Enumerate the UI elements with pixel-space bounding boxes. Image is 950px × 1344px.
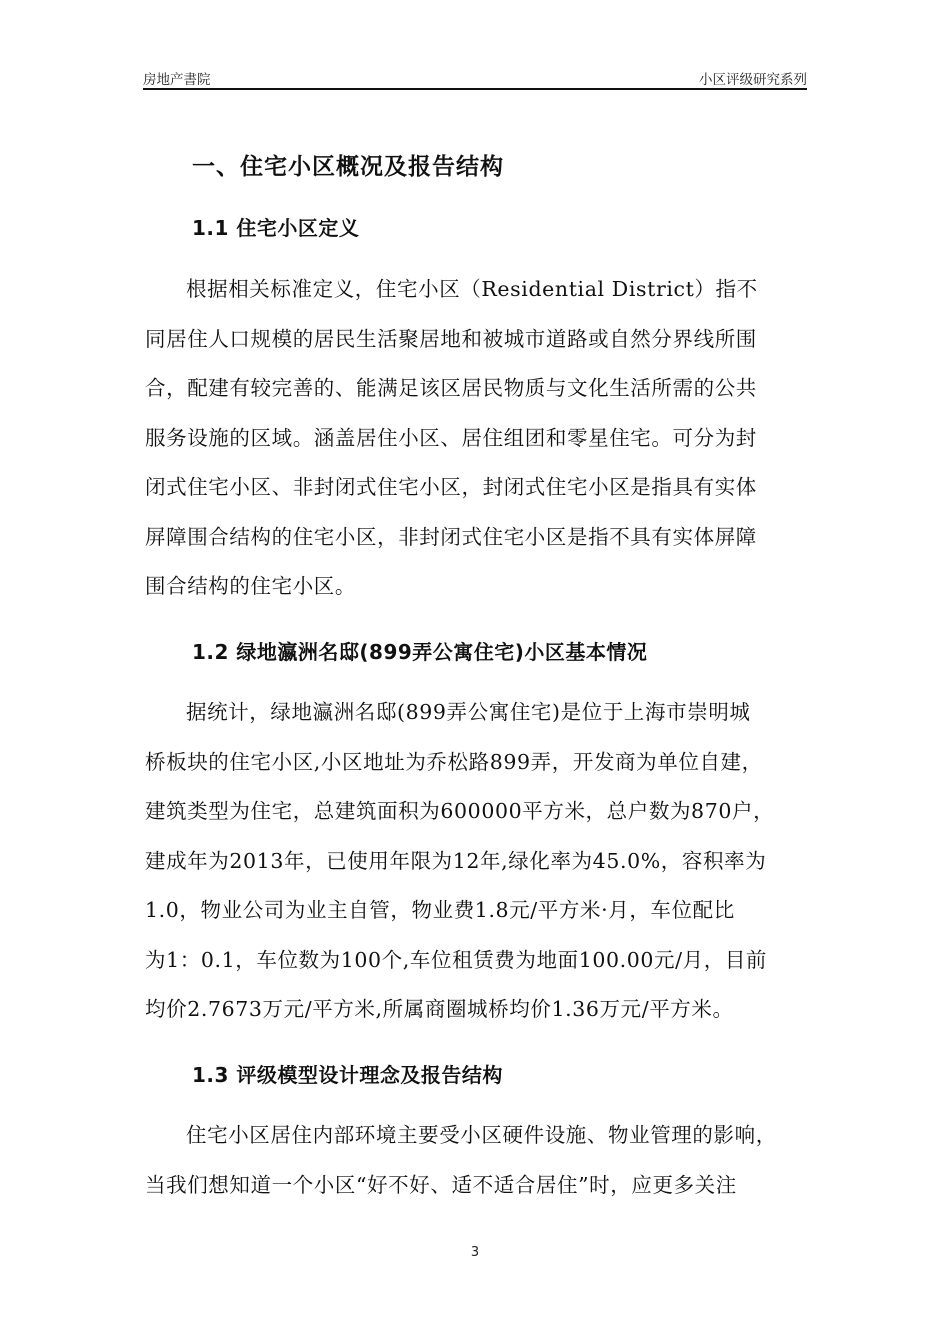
header-publisher: 房地产書院 (143, 72, 211, 88)
chapter-title: 一、住宅小区概况及报告结构 (192, 154, 504, 180)
section-title-1-3: 1.3 评级模型设计理念及报告结构 (192, 1063, 503, 1087)
text-line: 合，配建有较完善的、能满足该区居民物质与文化生活所需的公共 (145, 376, 757, 400)
text-line: 桥板块的住宅小区,小区地址为乔松路899弄，开发商为单位自建， (145, 749, 763, 774)
text-line: 均价2.7673万元/平方米,所属商圈城桥均价1.36万元/平方米。 (145, 997, 734, 1021)
text-line: 建成年为2013年，已使用年限为12年,绿化率为45.0%，容积率为 (145, 848, 767, 873)
paragraph-basic-info (145, 688, 809, 1035)
paragraph-rating-model (145, 1111, 809, 1210)
text-line: 同居住人口规模的居民生活聚居地和被城市道路或自然分界线所围 (145, 326, 757, 351)
text-line: 住宅小区居住内部环境主要受小区硬件设施、物业管理的影响， (186, 1123, 777, 1147)
text-line: 为1：0.1，车位数为100个,车位租赁费为地面100.00元/月，目前 (145, 947, 768, 972)
text-line: 闭式住宅小区、非封闭式住宅小区，封闭式住宅小区是指具有实体 (145, 475, 757, 499)
page-number: 3 (470, 1245, 480, 1260)
text-line: 据统计，绿地瀛洲名邸(899弄公寓住宅)是位于上海市崇明城 (186, 700, 751, 724)
header-series-title: 小区评级研究系列 (699, 72, 807, 88)
page-header (143, 68, 807, 90)
section-title-1-2: 1.2 绿地瀛洲名邸(899弄公寓住宅)小区基本情况 (192, 640, 648, 664)
text-line: 服务设施的区域。涵盖居住小区、居住组团和零星住宅。可分为封 (145, 425, 757, 450)
text-line: 围合结构的住宅小区。 (145, 574, 356, 598)
text-line: 1.0，物业公司为业主自管，物业费1.8元/平方米·月，车位配比 (145, 898, 735, 922)
paragraph-definition (145, 265, 809, 612)
text-line: 建筑类型为住宅，总建筑面积为600000平方米，总户数为870户， (145, 799, 775, 823)
text-line: 屏障围合结构的住宅小区，非封闭式住宅小区是指不具有实体屏障 (145, 524, 757, 549)
text-line: 当我们想知道一个小区“好不好、适不适合居住”时，应更多关注 (145, 1172, 737, 1197)
header-divider (143, 88, 807, 90)
text-line: 根据相关标准定义，住宅小区（Residential District）指不 (186, 277, 758, 301)
section-title-1-1: 1.1 住宅小区定义 (192, 216, 360, 240)
